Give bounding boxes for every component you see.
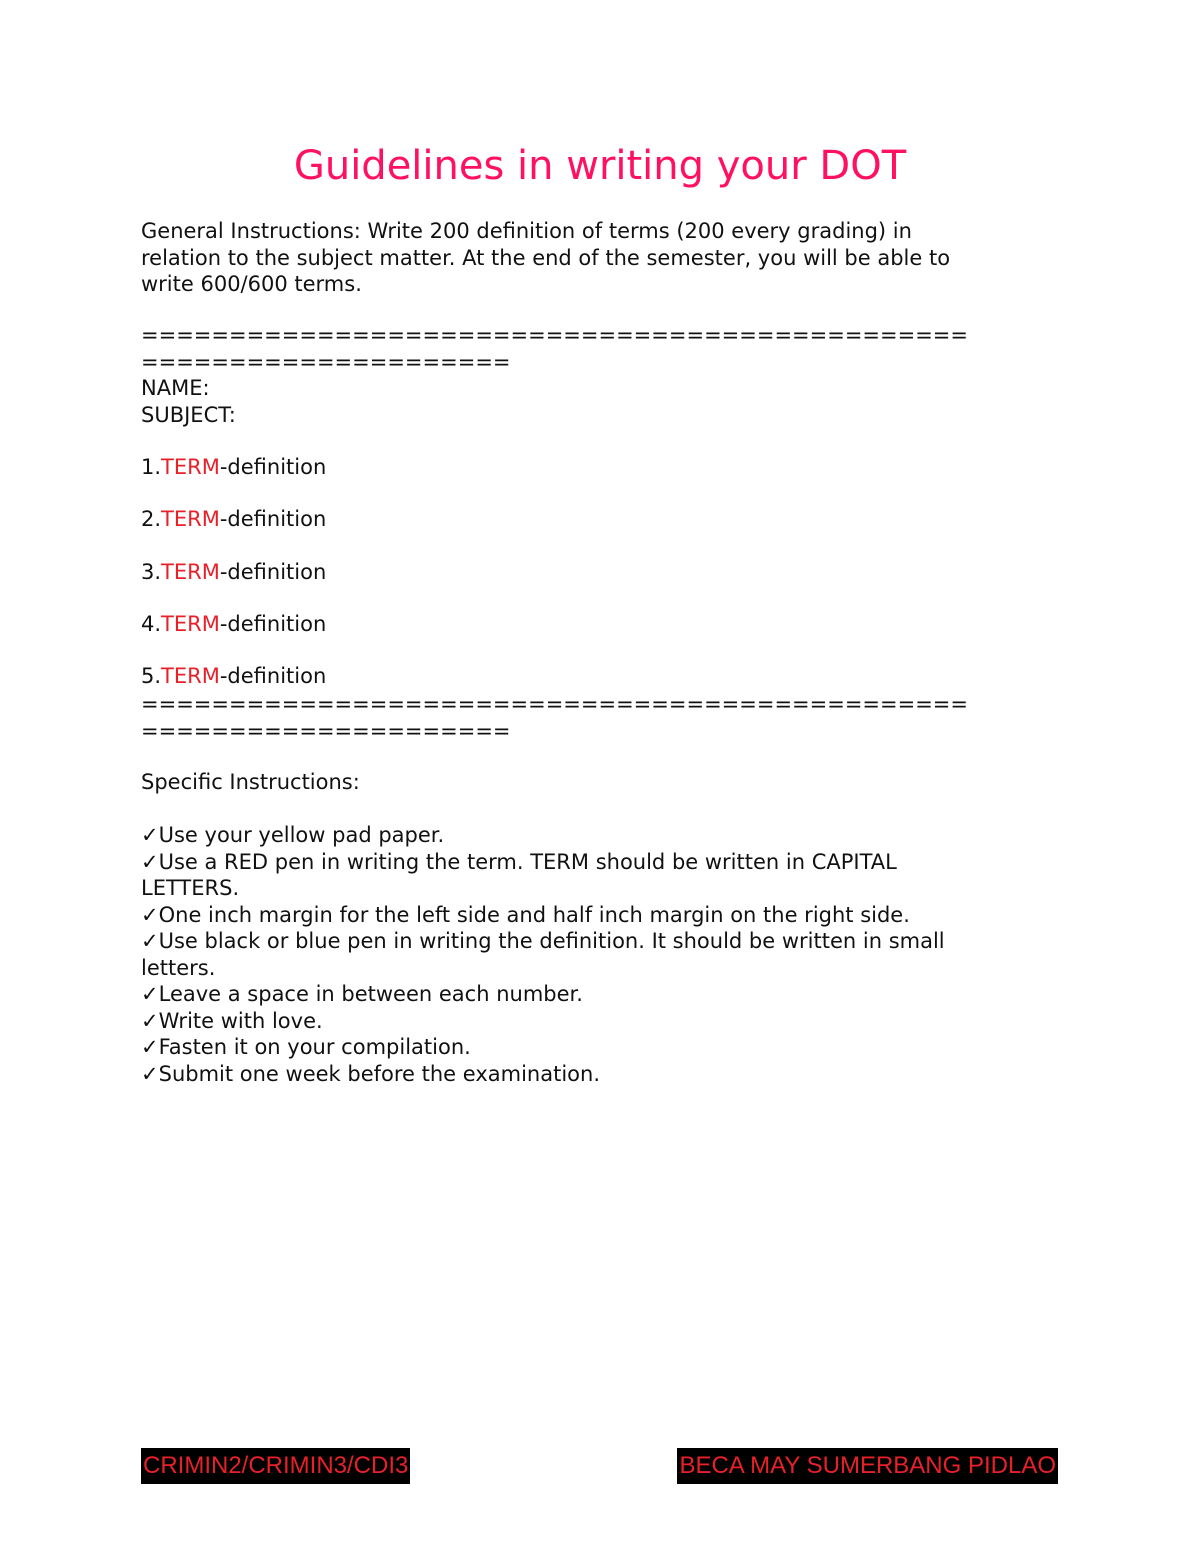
- term-item: [141, 611, 1061, 638]
- checklist-item: [141, 849, 1061, 902]
- checklist-text: Use a RED pen in writing the term. TERM should be written in CAPITAL: [158, 849, 897, 874]
- term-word: TERM: [161, 611, 220, 636]
- separator-line: ===============================================: [141, 692, 968, 716]
- checklist-item: [141, 902, 1061, 929]
- separator-top: [141, 322, 1061, 375]
- footer-course-codes: CRIMIN2/CRIMIN3/CDI3: [141, 1448, 410, 1484]
- subject-label: SUBJECT:: [141, 402, 236, 427]
- term-definition: -definition: [219, 507, 327, 532]
- checkmark-icon: ✓: [141, 929, 159, 953]
- term-number: 1.: [141, 455, 162, 479]
- page-title: Guidelines in writing your DOT: [293, 143, 907, 189]
- general-instructions-line: General Instructions: Write 200 definition of terms (200 every grading) in: [141, 219, 912, 243]
- general-instructions: [141, 218, 1061, 298]
- checklist-text-continued: letters.: [141, 955, 216, 980]
- term-definition: -definition: [219, 559, 327, 584]
- checkmark-icon: ✓: [141, 823, 159, 847]
- term-number: 4.: [141, 611, 162, 636]
- term-item: [141, 454, 1061, 481]
- term-number: 3.: [141, 559, 162, 584]
- separator-line: ===============================================: [141, 323, 968, 347]
- checklist-text: One inch margin for the left side and half inch margin on the right side.: [158, 902, 910, 927]
- checklist-item: [141, 1061, 1061, 1088]
- checklist-text: Fasten it on your compilation.: [158, 1035, 471, 1059]
- term-definition: -definition: [219, 611, 327, 636]
- checklist-item: [141, 822, 1061, 849]
- checklist-text: Submit one week before the examination.: [158, 1061, 600, 1086]
- checklist-text-continued: LETTERS.: [141, 876, 240, 900]
- checklist-item: [141, 928, 1061, 981]
- separator-line: =====================: [141, 718, 511, 743]
- term-number: 2.: [141, 507, 162, 532]
- checklist-text: Use black or blue pen in writing the definition. It should be written in small: [158, 929, 945, 953]
- checklist-text: Leave a space in between each number.: [158, 982, 583, 1006]
- general-instructions-line: write 600/600 terms.: [141, 272, 362, 296]
- term-item: [141, 506, 1061, 533]
- specific-instructions-heading: Specific Instructions:: [141, 770, 360, 794]
- term-definition: -definition: [219, 455, 327, 479]
- checklist-item: [141, 1034, 1061, 1061]
- term-item: [141, 559, 1061, 586]
- term-list: [141, 454, 1061, 715]
- specific-instructions-list: [141, 822, 1061, 1087]
- checkmark-icon: ✓: [141, 1035, 159, 1059]
- term-number: 5.: [141, 664, 162, 688]
- checklist-item: [141, 1008, 1061, 1035]
- term-word: TERM: [161, 455, 220, 479]
- checkmark-icon: ✓: [141, 982, 159, 1006]
- separator-bottom: [141, 691, 1061, 744]
- checklist-item: [141, 981, 1061, 1008]
- footer-author-name: BECA MAY SUMERBANG PIDLAO: [677, 1448, 1058, 1484]
- checkmark-icon: ✓: [141, 902, 159, 927]
- checkmark-icon: ✓: [141, 1008, 159, 1033]
- checkmark-icon: ✓: [141, 1061, 159, 1086]
- term-item: [141, 663, 1061, 690]
- checklist-text: Write with love.: [158, 1008, 323, 1033]
- term-word: TERM: [161, 664, 220, 688]
- term-word: TERM: [161, 559, 220, 584]
- checklist-text: Use your yellow pad paper.: [158, 823, 445, 847]
- general-instructions-line: relation to the subject matter. At the end of the semester, you will be able to: [141, 245, 951, 270]
- term-word: TERM: [161, 507, 220, 532]
- term-definition: -definition: [219, 664, 327, 688]
- name-label: NAME:: [141, 376, 210, 400]
- separator-line: =====================: [141, 349, 511, 374]
- header-fields: [141, 375, 1061, 428]
- checkmark-icon: ✓: [141, 849, 159, 874]
